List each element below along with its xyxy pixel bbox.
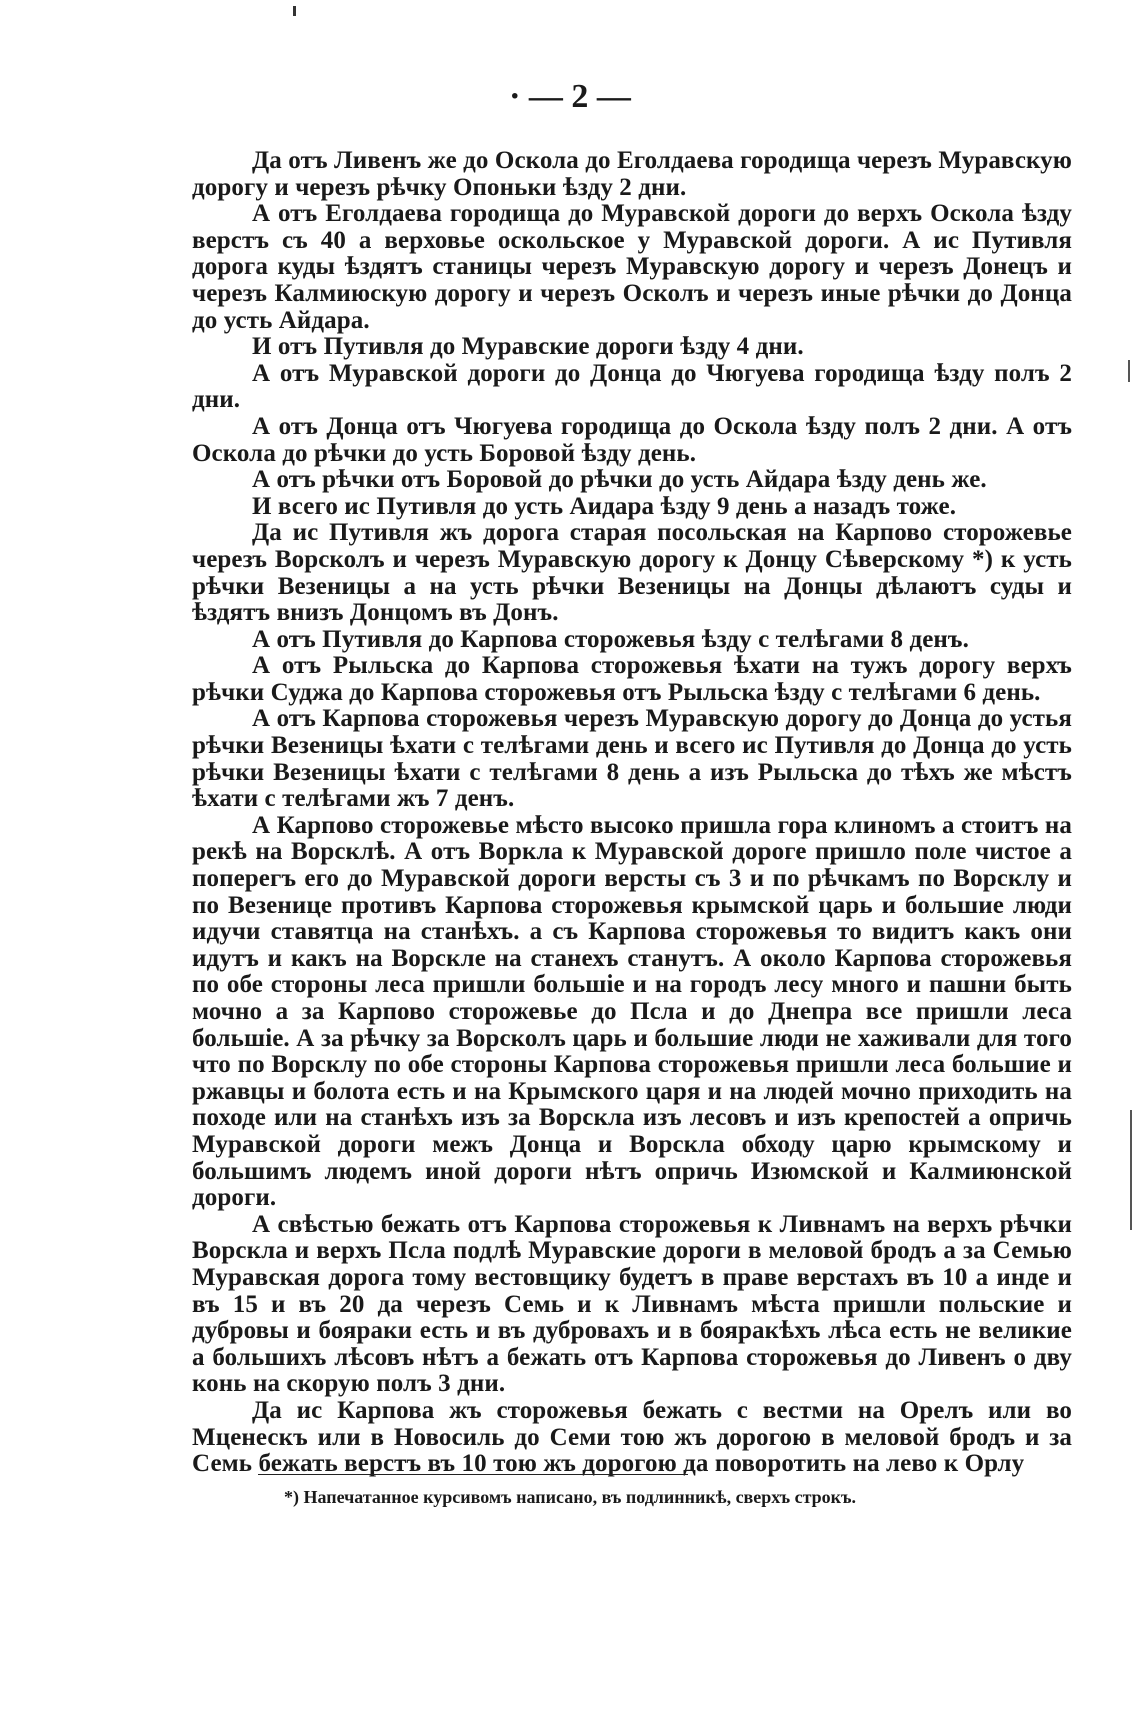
scan-edge-mark (1130, 1110, 1132, 1230)
page-number: · — 2 — (509, 78, 631, 115)
footnote-divider (258, 1474, 688, 1475)
paragraph: И всего ис Путивля до усть Аидара ѣзду 9 день а назадъ тоже. (252, 492, 957, 520)
paragraph: Да ис Карпова жъ сторожевья бежать с вестми на Орелъ или во Мценескъ или в Новосиль до Семи тою жъ дорогою в меловой бродъ и за Семь бежать верстъ въ 10 тою жъ дорогою да поворотить на лево к Орлу (192, 1396, 1072, 1478)
paragraph: Да отъ Ливенъ же до Оскола до Еголдаева городища черезъ Муравскую дорогу и черезъ рѣчку Опоньки ѣзду 2 дни. (192, 147, 1072, 201)
document-body (192, 148, 1072, 1478)
paragraph: А свѣстью бежать отъ Карпова сторожевья к Ливнамъ на верхъ рѣчки Ворскла и верхъ Псла подлѣ Муравские дороги в меловой бродъ а за Семью Муравская дорога тому вестовщику будетъ в праве верстахъ въ 10 а инде и въ 15 и въ 20 да черезъ Семь и к Ливнамъ мѣста пришли польские и дубровы и боярaки есть и въ дубровахъ и в бояракѣхъ лѣса есть не великие а большихъ лѣсовъ нѣтъ а бежать отъ Карпова сторожевья до Ливенъ о дву конь на скорую полъ 3 дни. (192, 1210, 1072, 1398)
paragraph: А отъ Путивля до Карпова сторожевья ѣзду с телѣгами 8 денъ. (252, 625, 969, 653)
scan-edge-mark (1128, 360, 1130, 382)
paragraph: А отъ Донца отъ Чюгуева городища до Оскола ѣзду полъ 2 дни. А отъ Оскола до рѣчки до усть Боровой ѣзду день. (192, 412, 1072, 467)
paragraph: И отъ Путивля до Муравские дороги ѣзду 4 дни. (252, 333, 804, 361)
paragraph: А отъ Муравской дороги до Донца до Чюгуева городища ѣзду полъ 2 дни. (192, 359, 1072, 414)
paragraph: А отъ рѣчки отъ Боровой до рѣчки до усть Айдара ѣзду день же. (252, 466, 987, 494)
footnote: *) Напечатанное курсивомъ написано, въ подлинникѣ, сверхъ строкъ. (283, 1487, 857, 1507)
paragraph: А отъ Еголдаева городища до Муравской дороги до верхъ Оскола ѣзду верстъ съ 40 а верховье оскольское у Муравской дороги. А ис Путивля дорога куды ѣздятъ станицы черезъ Муравскую дорогу и черезъ Донецъ и черезъ Калмиюскую дорогу и черезъ Осколъ и черезъ иные рѣчки до Донца до усть Айдара. (192, 200, 1072, 334)
paragraph: А отъ Рыльска до Карпова сторожевья ѣхати на тужъ дорогу верхъ рѣчки Суджа до Карпова сторожевья отъ Рыльска ѣзду с телѣгами 6 день. (192, 652, 1072, 706)
scan-speck (293, 6, 296, 16)
paragraph: Да ис Путивля жъ дорога старая посольская на Карпово сторожевье черезъ Ворсколъ и черезъ Муравскую дорогу к Донцу Сѣверскому *) к усть рѣчки Везеницы а на усть рѣчки Везеницы на Донцы дѣлаютъ суды и ѣздятъ внизъ Донцомъ въ Донъ. (192, 519, 1072, 627)
paragraph: А отъ Карпова сторожевья черезъ Муравскую дорогу до Донца до устья рѣчки Везеницы ѣхати с телѣгами день и всего ис Путивля до Донца до усть рѣчки Везеницы ѣхати с телѣгами 8 день а изъ Рыльска до тѣхъ же мѣстъ ѣхати с телѣгами жъ 7 денъ. (192, 705, 1072, 813)
paragraph: А Карпово сторожевье мѣсто высоко пришла гора клиномъ а стоитъ на рекѣ на Ворсклѣ. А отъ Воркла к Муравской дороге пришло поле чистое а поперегъ его до Муравской дороги версты съ 3 и по рѣчкамъ по Ворсклу и по Везенице противъ Карпова сторожевья крымской царь и большие люди идучи ставятца на станѣхъ. а съ Карпова сторожевья то видитъ какъ они идутъ и какъ на Ворскле на станехъ станутъ. А около Карпова сторожевья по обе стороны леса пришли большіе и на городъ лесу много и пашни быть мочно а за Карпово сторожевье до Псла и до Днепра все пришли леса большіе. А за рѣчку за Ворсколъ царь и большие люди не хаживали для того что по Ворсклу по обе стороны Карпова сторожевья пришли леса большие и ржавцы и болота есть и на Крымского царя и на людей мочно приходить на походе или на станѣхъ изъ за Ворскла изъ лесовъ и изъ крепостей а опричь Муравской дороги межъ Донца и Ворскла обходу царю крымскому и большимъ людемъ иной дороги нѣтъ опричь Изюмской и Калмиюнской дороги. (192, 811, 1072, 1212)
